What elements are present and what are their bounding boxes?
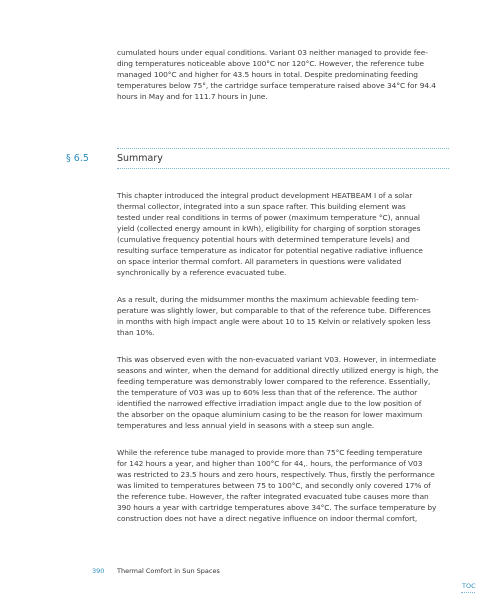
toc-underline [461, 592, 475, 593]
text-line: feeding temperature was demonstrably lower compared to the reference. Essentially, [117, 377, 431, 386]
toc-link[interactable]: TOC [462, 582, 476, 590]
text-line: As a result, during the midsummer months the maximum achievable feeding tem- [117, 295, 419, 304]
text-line: for 142 hours a year, and higher than 100°C for 44,. hours, the performance of V03 [117, 459, 423, 468]
text-line: This was observed even with the non-evacuated variant V03. However, in intermediate [117, 355, 437, 364]
summary-paragraph-3 [117, 354, 449, 431]
text-line: the reference tube. However, the rafter integrated evacuated tube causes more than [117, 492, 429, 501]
text-line: was restricted to 23.5 hours and zero hours, respectively. Thus, firstly the performance [117, 470, 435, 479]
text-line: identified the narrowed effective irradiation impact angle due to the low position of [117, 399, 422, 408]
summary-paragraph-2 [117, 294, 449, 338]
text-line: than 10%. [117, 328, 155, 337]
text-line: hours in May and for 111.7 hours in June. [117, 92, 268, 101]
text-line: construction does not have a direct negative influence on indoor thermal comfort, [117, 514, 418, 523]
text-line: resulting surface temperature as indicator for potential negative radiative influence [117, 246, 423, 255]
intro-paragraph [117, 47, 449, 102]
text-line: temperatures and less annual yield in seasons with a steep sun angle. [117, 421, 375, 430]
text-line: 390 hours a year with cartridge temperatures above 34°C. The surface temperature by [117, 503, 437, 512]
text-line: synchronically by a reference evacuated tube. [117, 268, 287, 277]
text-line: perature was slightly lower, but comparable to that of the reference tube. Differences [117, 306, 431, 315]
text-line: (cumulative frequency potential hours with determined temperature levels) and [117, 235, 410, 244]
text-line: While the reference tube managed to provide more than 75°C feeding temperature [117, 448, 423, 457]
text-line: tested under real conditions in terms of power (maximum temperature °C), annual [117, 213, 420, 222]
text-line: thermal collector, integrated into a sun space rafter. This building element was [117, 202, 406, 211]
text-line: ding temperatures noticeable above 100°C nor 120°C. However, the reference tube [117, 59, 424, 68]
text-line: in months with high impact angle were about 10 to 15 Kelvin or relatively spoken less [117, 317, 431, 326]
text-line: cumulated hours under equal conditions. Variant 03 neither managed to provide fee- [117, 48, 428, 57]
text-line: on space interior thermal comfort. All parameters in questions were validated [117, 257, 402, 266]
text-line: the absorber on the opaque aluminium casing to be the reason for lower maximum [117, 410, 423, 419]
summary-paragraph-4 [117, 447, 449, 524]
section-divider-bottom [117, 168, 449, 169]
text-line: temperatures below 75°, the cartridge surface temperature raised above 34°C for 94.4 [117, 81, 436, 90]
text-line: was limited to temperatures between 75 to 100°C, and secondly only covered 17% of [117, 481, 431, 490]
text-line: the temperature of V03 was up to 60% less than that of the reference. The author [117, 388, 418, 397]
text-line: managed 100°C and higher for 43.5 hours in total. Despite predominating feeding [117, 70, 418, 79]
text-line: seasons and winter, when the demand for additional directly utilized energy is high, the [117, 366, 439, 375]
text-line: yield (collected energy amount in kWh), eligibility for charging of sorption storages [117, 224, 421, 233]
text-line: This chapter introduced the integral product development HEATBEAM I of a solar [117, 191, 413, 200]
section-divider-top [117, 148, 449, 149]
summary-paragraph-1 [117, 190, 449, 278]
section-number: § 6.5 [66, 153, 89, 164]
page-number: 390 [92, 567, 105, 575]
running-title: Thermal Comfort in Sun Spaces [117, 567, 220, 575]
section-title: Summary [117, 153, 163, 164]
